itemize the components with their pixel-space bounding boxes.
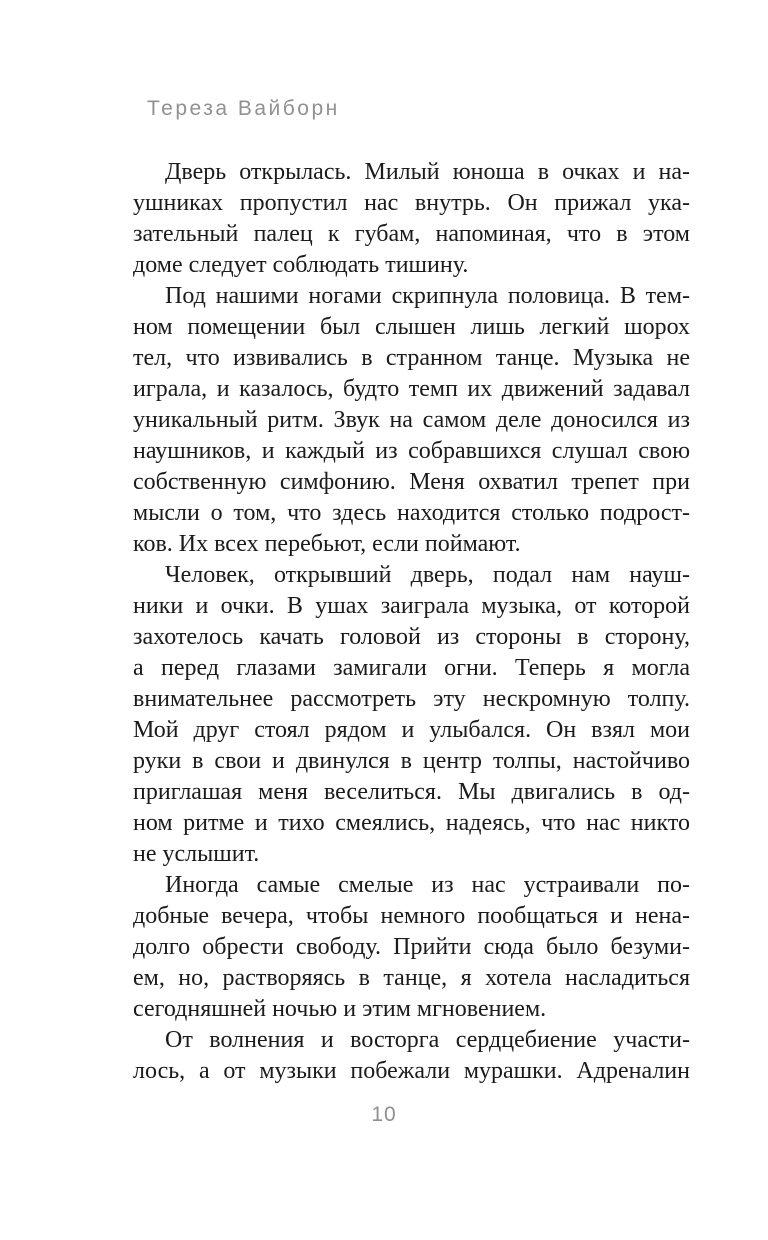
paragraph bbox=[133, 870, 690, 1025]
paragraph bbox=[133, 560, 690, 870]
page-text-block bbox=[133, 157, 690, 1087]
text-line: наушников, и каждый из собравшихся слушал свою bbox=[133, 438, 690, 464]
text-line: ков. Их всех перебьют, если поймают. bbox=[133, 531, 521, 557]
text-line: руки в свои и двинулся в центр толпы, настойчиво bbox=[133, 748, 690, 774]
page-number: 10 bbox=[371, 1103, 397, 1126]
text-line: долго обрести свободу. Прийти сюда было безуми- bbox=[133, 934, 690, 960]
text-line: ном помещении был слышен лишь легкий шорох bbox=[133, 314, 690, 340]
text-line: ем, но, растворяясь в танце, я хотела насладиться bbox=[133, 965, 690, 991]
text-line: играла, и казалось, будто темп их движений задавал bbox=[133, 376, 690, 402]
text-line: Иногда самые смелые из нас устраивали по- bbox=[165, 872, 690, 898]
text-line: добные вечера, чтобы немного пообщаться и нена- bbox=[133, 903, 690, 929]
text-line: зательный палец к губам, напоминая, что в этом bbox=[133, 221, 690, 247]
text-line: Человек, открывший дверь, подал нам науш- bbox=[165, 562, 690, 588]
text-line: тел, что извивались в странном танце. Музыка не bbox=[133, 345, 690, 371]
text-line: внимательнее рассмотреть эту нескромную толпу. bbox=[133, 686, 690, 712]
text-line: лось, а от музыки побежали мурашки. Адреналин bbox=[133, 1058, 690, 1084]
text-line: собственную симфонию. Меня охватил трепет при bbox=[133, 469, 690, 495]
text-line: приглашая меня веселиться. Мы двигались в од- bbox=[133, 779, 690, 805]
text-line: сегодняшней ночью и этим мгновением. bbox=[133, 996, 547, 1022]
text-line: уникальный ритм. Звук на самом деле доносился из bbox=[133, 407, 690, 433]
text-line: захотелось качать головой из стороны в сторону, bbox=[133, 624, 690, 650]
text-line: не услышит. bbox=[133, 841, 260, 867]
text-line: Под нашими ногами скрипнула половица. В тем- bbox=[165, 283, 690, 309]
text-line: а перед глазами замигали огни. Теперь я могла bbox=[133, 655, 690, 681]
text-line: доме следует соблюдать тишину. bbox=[133, 252, 469, 278]
text-line: ушниках пропустил нас внутрь. Он прижал ука- bbox=[133, 190, 690, 216]
paragraph bbox=[133, 1025, 690, 1087]
paragraph bbox=[133, 157, 690, 281]
text-line: От волнения и восторга сердцебиение участи- bbox=[165, 1027, 690, 1053]
text-line: ном ритме и тихо смеялись, надеясь, что нас никто bbox=[133, 810, 690, 836]
running-header-author: Тереза Вайборн bbox=[147, 97, 340, 120]
text-line: мысли о том, что здесь находится столько подрост- bbox=[133, 500, 690, 526]
text-line: Дверь открылась. Милый юноша в очках и на- bbox=[165, 159, 690, 185]
text-line: Мой друг стоял рядом и улыбался. Он взял мои bbox=[133, 717, 690, 743]
paragraph bbox=[133, 281, 690, 560]
text-line: ники и очки. В ушах заиграла музыка, от которой bbox=[133, 593, 690, 619]
